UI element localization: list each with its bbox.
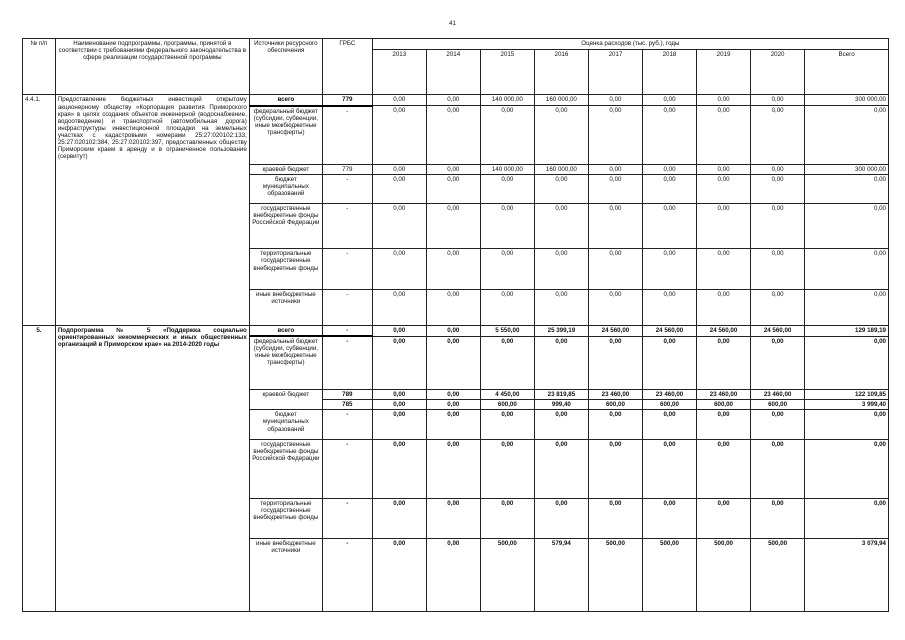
value-cell: 140 000,00	[480, 95, 534, 106]
source-cell: краевой бюджет	[249, 389, 322, 409]
header-year: 2013	[372, 50, 426, 95]
grbs-cell: 789	[322, 389, 372, 399]
value-cell: 0,00	[426, 499, 480, 539]
value-cell: 24 560,00	[642, 325, 696, 336]
value-cell: 0,00	[642, 106, 696, 164]
value-cell: 23 460,00	[697, 389, 751, 399]
value-cell: 500,00	[480, 539, 534, 612]
value-cell: 0,00	[697, 249, 751, 289]
value-cell: 0,00	[534, 203, 588, 248]
value-cell: 0,00	[372, 95, 426, 106]
grbs-cell: -	[322, 336, 372, 389]
grbs-cell: 785	[322, 400, 372, 410]
value-cell: 0,00	[697, 95, 751, 106]
header-npp: № п/п	[23, 39, 56, 95]
value-cell: 0,00	[697, 174, 751, 203]
value-cell: 0,00	[534, 410, 588, 439]
value-cell: 0,00	[751, 106, 805, 164]
value-cell: 23 460,00	[588, 389, 642, 399]
value-cell-total: 0,00	[805, 106, 889, 164]
value-cell: 0,00	[426, 95, 480, 106]
value-cell: 0,00	[372, 289, 426, 325]
value-cell: 0,00	[426, 325, 480, 336]
grbs-cell: 779	[322, 95, 372, 106]
value-cell: 0,00	[534, 499, 588, 539]
value-cell: 0,00	[642, 174, 696, 203]
value-cell: 0,00	[751, 249, 805, 289]
value-cell-total: 0,00	[805, 249, 889, 289]
header-year: 2017	[588, 50, 642, 95]
value-cell: 0,00	[372, 164, 426, 174]
header-year: 2020	[751, 50, 805, 95]
value-cell: 0,00	[588, 164, 642, 174]
value-cell-total: 3 999,40	[805, 400, 889, 410]
value-cell: 0,00	[697, 203, 751, 248]
value-cell: 0,00	[751, 95, 805, 106]
source-cell: всего	[249, 325, 322, 336]
value-cell: 5 550,00	[480, 325, 534, 336]
value-cell-total: 3 079,94	[805, 539, 889, 612]
value-cell-total: 300 000,00	[805, 164, 889, 174]
table-row	[23, 325, 889, 336]
source-cell: всего	[249, 95, 322, 106]
value-cell: 0,00	[426, 164, 480, 174]
value-cell: 24 560,00	[697, 325, 751, 336]
value-cell: 0,00	[480, 249, 534, 289]
value-cell: 0,00	[372, 539, 426, 612]
value-cell: 0,00	[588, 203, 642, 248]
source-cell: краевой бюджет	[249, 164, 322, 174]
value-cell: 0,00	[751, 336, 805, 389]
grbs-cell: -	[322, 203, 372, 248]
header-year: 2018	[642, 50, 696, 95]
value-cell: 0,00	[426, 106, 480, 164]
value-cell: 0,00	[534, 289, 588, 325]
value-cell: 0,00	[751, 410, 805, 439]
value-cell: 23 460,00	[642, 389, 696, 399]
value-cell: 0,00	[751, 203, 805, 248]
value-cell: 0,00	[426, 249, 480, 289]
value-cell: 0,00	[480, 289, 534, 325]
value-cell: 0,00	[372, 439, 426, 498]
table-row	[23, 95, 889, 106]
header-row	[23, 39, 889, 50]
value-cell: 0,00	[426, 439, 480, 498]
grbs-cell: -	[322, 499, 372, 539]
value-cell: 0,00	[642, 499, 696, 539]
source-cell: бюджет муниципальных образований	[249, 174, 322, 203]
grbs-cell: -	[322, 289, 372, 325]
header-grbs: ГРБС	[322, 39, 372, 95]
grbs-cell: -	[322, 249, 372, 289]
section2-name: Подпрограмма № 5 «Поддержка социально ориентированных некоммерческих и иных общественных организаций в Приморском крае» на 2014-2020 годы	[55, 325, 249, 611]
value-cell: 0,00	[697, 439, 751, 498]
source-cell: федеральный бюджет (субсидии, субвенции, иные межбюджетные трансферты)	[249, 336, 322, 389]
value-cell: 0,00	[642, 336, 696, 389]
value-cell: 4 450,00	[480, 389, 534, 399]
grbs-cell: 779	[322, 164, 372, 174]
value-cell: 0,00	[372, 174, 426, 203]
header-estimate: Оценка расходов (тыс. руб.), годы	[372, 39, 888, 50]
value-cell: 0,00	[588, 174, 642, 203]
value-cell: 500,00	[588, 539, 642, 612]
header-year: 2016	[534, 50, 588, 95]
value-cell: 0,00	[480, 439, 534, 498]
grbs-cell: -	[322, 439, 372, 498]
section2-number: 5.	[23, 325, 56, 611]
value-cell: 0,00	[588, 289, 642, 325]
value-cell: 0,00	[642, 249, 696, 289]
grbs-cell: -	[322, 325, 372, 336]
value-cell: 500,00	[697, 539, 751, 612]
value-cell: 0,00	[697, 106, 751, 164]
value-cell: 0,00	[697, 289, 751, 325]
value-cell: 24 560,00	[588, 325, 642, 336]
value-cell: 0,00	[372, 106, 426, 164]
value-cell: 0,00	[534, 174, 588, 203]
value-cell: 500,00	[642, 539, 696, 612]
value-cell: 0,00	[372, 400, 426, 410]
header-year: 2015	[480, 50, 534, 95]
value-cell: 0,00	[751, 174, 805, 203]
source-cell: территориальные государственные внебюджетные фонды	[249, 249, 322, 289]
value-cell: 0,00	[751, 164, 805, 174]
value-cell: 0,00	[426, 336, 480, 389]
value-cell: 0,00	[426, 174, 480, 203]
value-cell-total: 0,00	[805, 336, 889, 389]
value-cell: 0,00	[588, 249, 642, 289]
value-cell: 0,00	[751, 439, 805, 498]
value-cell: 999,40	[534, 400, 588, 410]
value-cell: 0,00	[372, 410, 426, 439]
value-cell: 0,00	[372, 389, 426, 399]
value-cell: 23 460,00	[751, 389, 805, 399]
source-cell: государственные внебюджетные фонды Российской Федерации	[249, 439, 322, 498]
value-cell: 0,00	[534, 106, 588, 164]
value-cell: 0,00	[480, 203, 534, 248]
value-cell: 24 560,00	[751, 325, 805, 336]
value-cell: 0,00	[372, 249, 426, 289]
section1-name: Предоставление бюджетных инвестиций открытому акционерному обществу «Корпорация развития Приморского края» в целях создания объектов инженерной (водоснабжение, водоотведение) и транспортной (автомобильная дорога) инфраструктуры инвестиционной площадки на земельных участках с кадастровыми номерами 25:27:020102:133, 25:27:020102:384, 25:27:020102:397, предоставленных обществу Приморским краем в аренду и в ограниченное пользование (сервитут)	[55, 95, 249, 325]
value-cell-total: 0,00	[805, 174, 889, 203]
value-cell: 0,00	[534, 336, 588, 389]
value-cell-total: 0,00	[805, 499, 889, 539]
grbs-cell: -	[322, 539, 372, 612]
source-cell: федеральный бюджет (субсидии, субвенции, иные межбюджетные трансферты)	[249, 106, 322, 164]
header-source: Источники ресурсного обеспечения	[249, 39, 322, 95]
value-cell: 160 000,00	[534, 164, 588, 174]
value-cell: 0,00	[642, 439, 696, 498]
value-cell: 0,00	[480, 174, 534, 203]
value-cell: 579,94	[534, 539, 588, 612]
value-cell: 0,00	[697, 410, 751, 439]
value-cell: 0,00	[697, 164, 751, 174]
value-cell-total: 0,00	[805, 289, 889, 325]
value-cell: 0,00	[426, 289, 480, 325]
value-cell: 0,00	[426, 203, 480, 248]
value-cell: 0,00	[480, 106, 534, 164]
value-cell: 0,00	[426, 539, 480, 612]
value-cell-total: 129 189,19	[805, 325, 889, 336]
page-number: 41	[449, 21, 456, 27]
value-cell: 0,00	[751, 289, 805, 325]
value-cell-total: 122 109,85	[805, 389, 889, 399]
value-cell-total: 0,00	[805, 439, 889, 498]
value-cell: 0,00	[426, 410, 480, 439]
value-cell-total: 300 000,00	[805, 95, 889, 106]
value-cell: 0,00	[426, 400, 480, 410]
value-cell: 600,00	[480, 400, 534, 410]
value-cell: 600,00	[697, 400, 751, 410]
value-cell: 0,00	[642, 164, 696, 174]
value-cell: 0,00	[642, 289, 696, 325]
value-cell: 600,00	[588, 400, 642, 410]
value-cell: 0,00	[372, 203, 426, 248]
header-year: 2019	[697, 50, 751, 95]
value-cell: 0,00	[372, 499, 426, 539]
value-cell: 25 399,19	[534, 325, 588, 336]
value-cell: 0,00	[588, 410, 642, 439]
value-cell: 0,00	[697, 499, 751, 539]
value-cell: 600,00	[751, 400, 805, 410]
value-cell: 0,00	[480, 336, 534, 389]
value-cell: 0,00	[372, 336, 426, 389]
value-cell: 0,00	[480, 410, 534, 439]
value-cell: 0,00	[534, 249, 588, 289]
value-cell: 0,00	[751, 499, 805, 539]
value-cell: 0,00	[588, 499, 642, 539]
budget-table	[22, 38, 889, 612]
source-cell: территориальные государственные внебюджетные фонды	[249, 499, 322, 539]
header-name: Наименование подпрограммы, программы, принятой в соответствии с требованиями федерального законодательства в сфере реализации государственной программы	[55, 39, 249, 95]
value-cell-total: 0,00	[805, 410, 889, 439]
grbs-cell: -	[322, 410, 372, 439]
value-cell: 0,00	[697, 336, 751, 389]
source-cell: государственные внебюджетные фонды Российской Федерации	[249, 203, 322, 248]
value-cell: 0,00	[534, 439, 588, 498]
value-cell: 160 000,00	[534, 95, 588, 106]
value-cell: 0,00	[588, 336, 642, 389]
value-cell: 0,00	[642, 410, 696, 439]
value-cell: 600,00	[642, 400, 696, 410]
value-cell: 0,00	[588, 439, 642, 498]
header-total: Всего	[805, 50, 889, 95]
section1-number: 4.4.1.	[23, 95, 56, 325]
header-year: 2014	[426, 50, 480, 95]
value-cell: 500,00	[751, 539, 805, 612]
source-cell: иные внебюджетные источники	[249, 289, 322, 325]
value-cell-total: 0,00	[805, 203, 889, 248]
grbs-cell: -	[322, 174, 372, 203]
value-cell: 0,00	[642, 203, 696, 248]
value-cell: 0,00	[588, 95, 642, 106]
grbs-cell: -	[322, 106, 372, 164]
value-cell: 0,00	[642, 95, 696, 106]
source-cell: иные внебюджетные источники	[249, 539, 322, 612]
value-cell: 0,00	[588, 106, 642, 164]
value-cell: 0,00	[372, 325, 426, 336]
value-cell: 0,00	[426, 389, 480, 399]
value-cell: 140 000,00	[480, 164, 534, 174]
source-cell: бюджет муниципальных образований	[249, 410, 322, 439]
value-cell: 0,00	[480, 499, 534, 539]
value-cell: 23 819,85	[534, 389, 588, 399]
